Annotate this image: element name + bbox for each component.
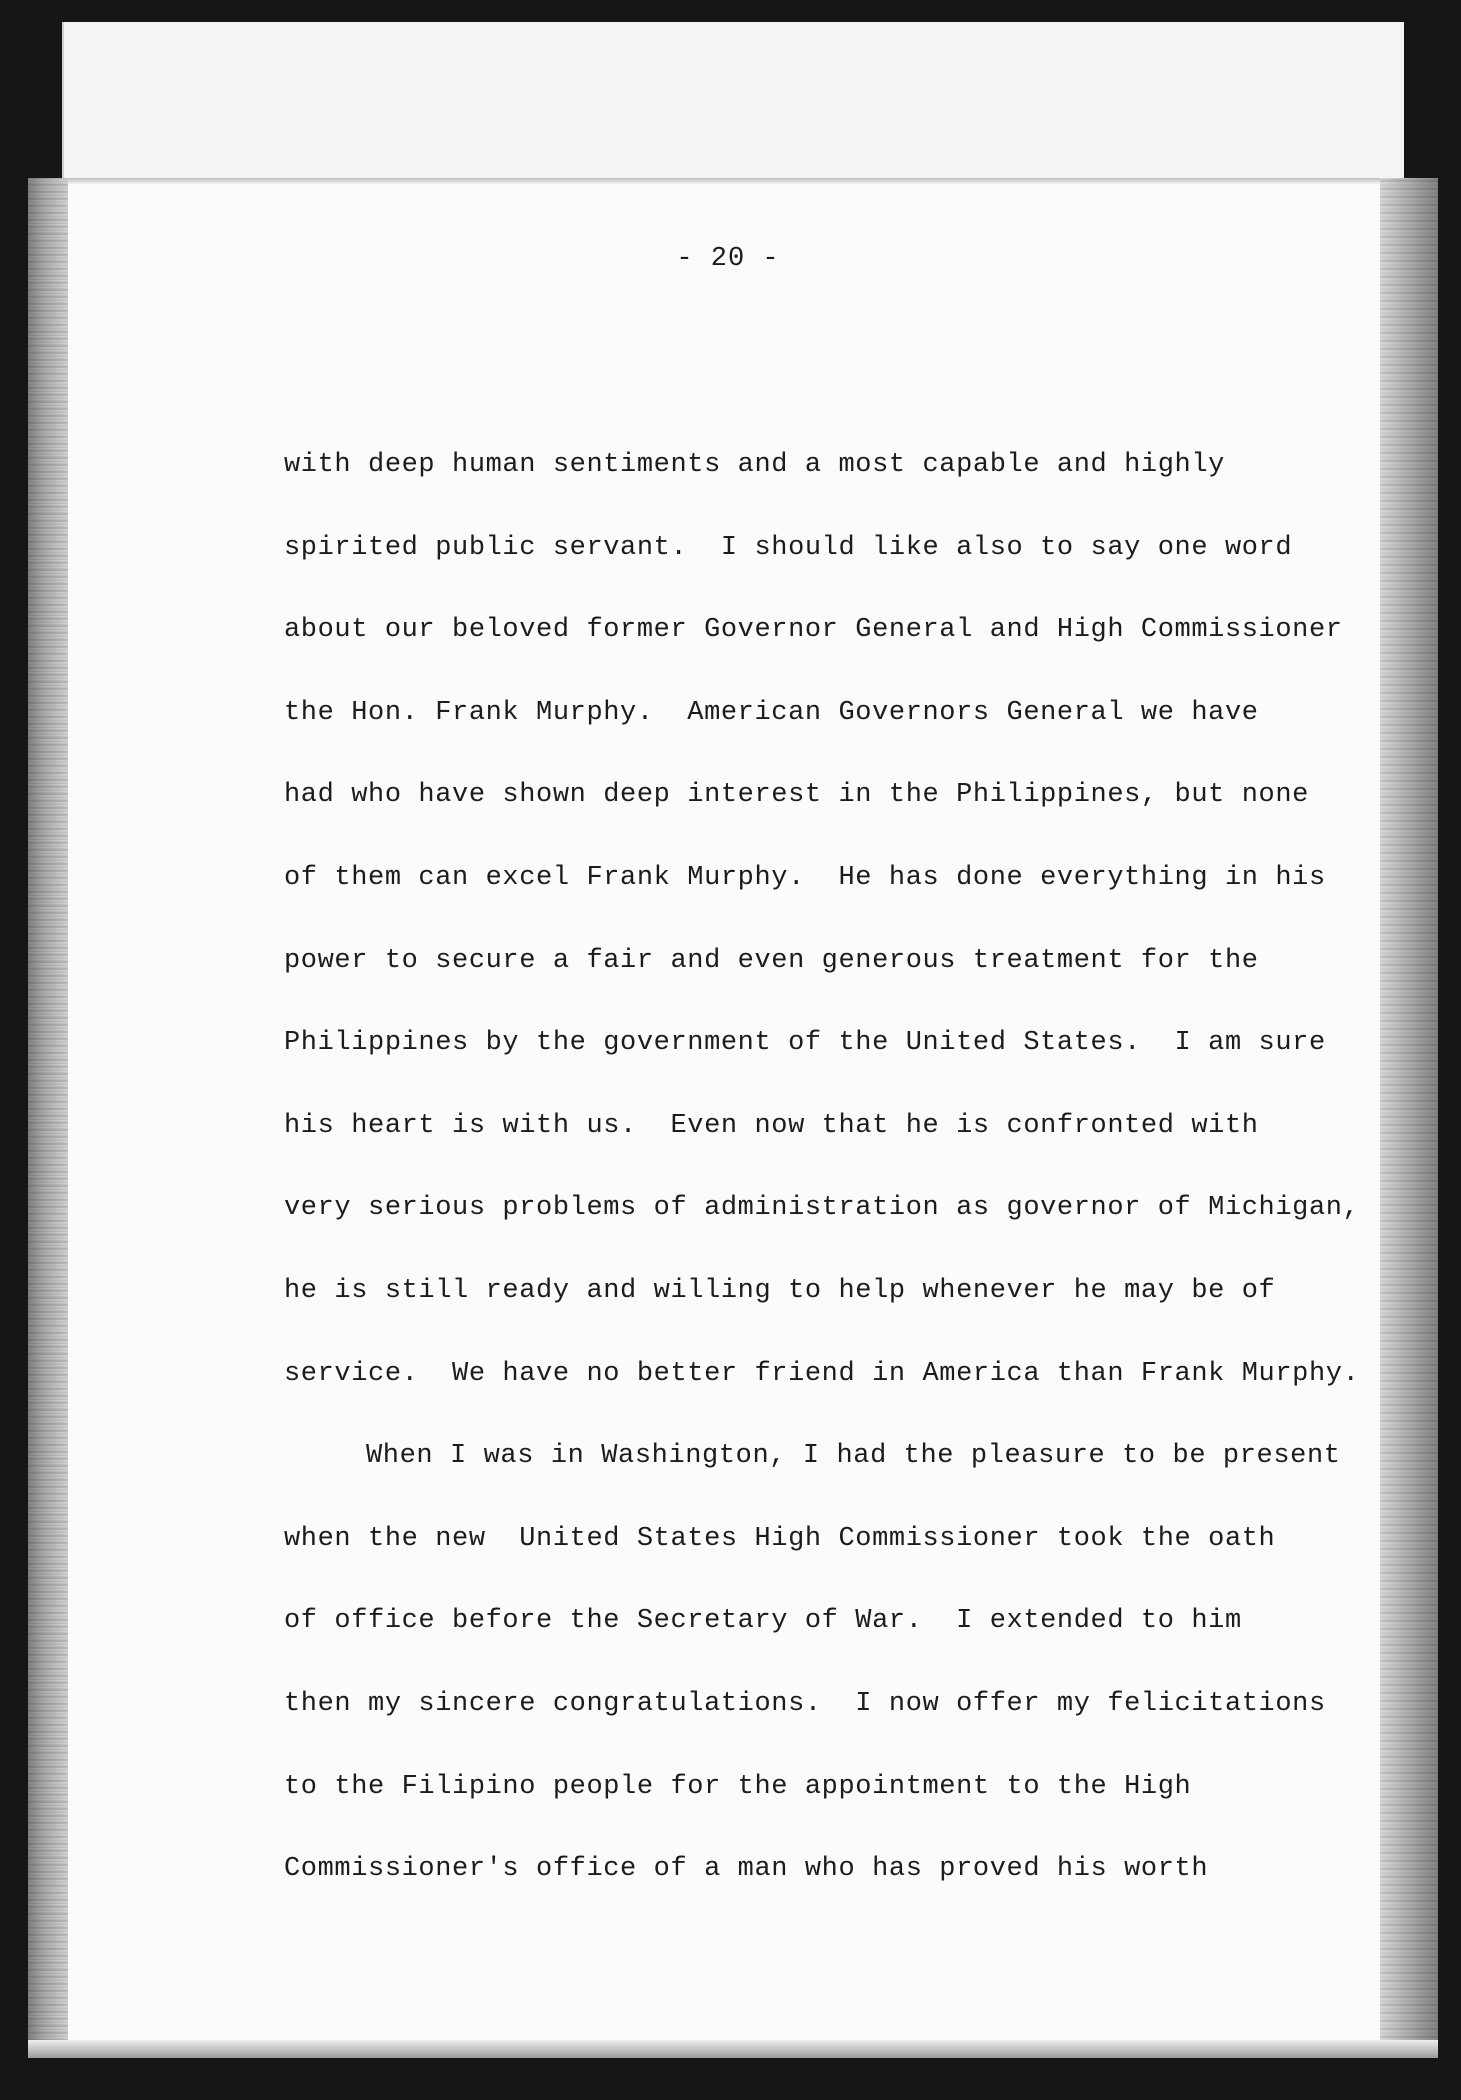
- body-text: [284, 424, 1394, 1911]
- text-line: he is still ready and willing to help whenever he may be of: [284, 1275, 1276, 1306]
- page-edge-left: [28, 178, 68, 2058]
- page-edge-bottom: [28, 2040, 1438, 2058]
- text-line: about our beloved former Governor General and High Commissioner: [284, 615, 1343, 646]
- text-line: spirited public servant. I should like also to say one word: [284, 532, 1293, 563]
- text-line: Philippines by the government of the United States. I am sure: [284, 1028, 1326, 1059]
- text-line: power to secure a fair and even generous treatment for the: [284, 945, 1259, 976]
- text-line: then my sincere congratulations. I now offer my felicitations: [284, 1688, 1326, 1719]
- text-line: service. We have no better friend in America than Frank Murphy.: [284, 1358, 1360, 1389]
- text-line: of office before the Secretary of War. I extended to him: [284, 1606, 1242, 1637]
- text-line: to the Filipino people for the appointment to the High: [284, 1771, 1192, 1802]
- page-number: - 20 -: [676, 244, 780, 274]
- text-line: when the new United States High Commissioner took the oath: [284, 1523, 1276, 1554]
- text-line: of them can excel Frank Murphy. He has done everything in his: [284, 862, 1326, 893]
- text-line: the Hon. Frank Murphy. American Governors General we have: [284, 697, 1259, 728]
- text-line: his heart is with us. Even now that he is confronted with: [284, 1110, 1259, 1141]
- document-page: [28, 178, 1438, 2058]
- text-line: with deep human sentiments and a most capable and highly: [284, 450, 1225, 480]
- text-line: Commissioner's office of a man who has proved his worth: [284, 1854, 1209, 1885]
- text-line: had who have shown deep interest in the Philippines, but none: [284, 780, 1309, 811]
- page-edge-top: [28, 178, 1438, 184]
- text-line: very serious problems of administration as governor of Michigan,: [284, 1193, 1360, 1224]
- paragraph-start-line: When I was in Washington, I had the pleasure to be present: [366, 1441, 1341, 1472]
